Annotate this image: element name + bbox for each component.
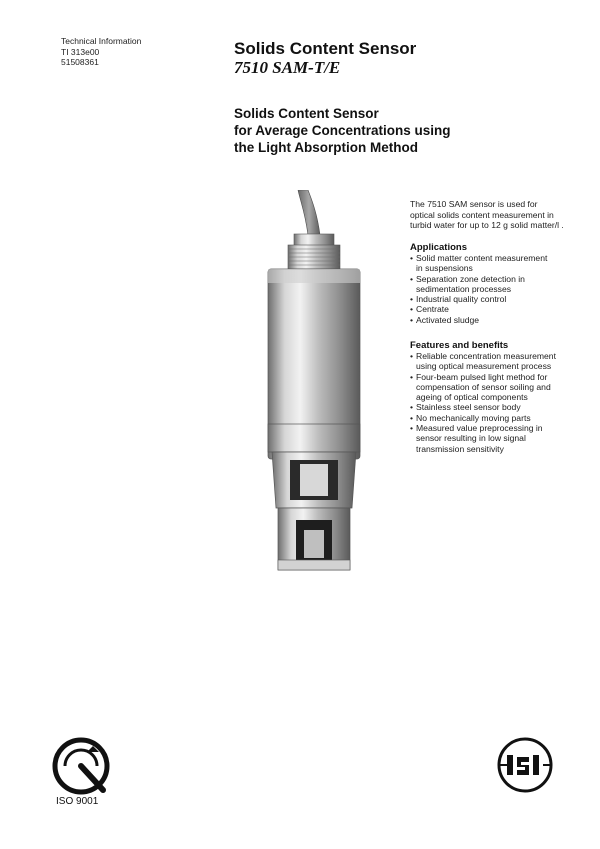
list-item: • Centrate — [410, 304, 595, 314]
subtitle — [234, 105, 451, 156]
subtitle-line: for Average Concentrations using — [234, 123, 451, 138]
applications-section — [410, 242, 595, 325]
title-block — [234, 39, 416, 77]
document-meta — [61, 36, 141, 68]
doc-number: TI 313e00 — [61, 46, 100, 57]
list-item: • Activated sludge — [410, 315, 595, 325]
doc-type: Technical Information — [61, 36, 142, 46]
intro-line: optical solids content measurement in — [410, 209, 554, 220]
list-item: • Four-beam pulsed light method for compensation of sensor soiling and ageing of optical components — [410, 372, 595, 403]
applications-list — [410, 253, 595, 325]
intro-line: The 7510 SAM sensor is used for — [410, 199, 538, 209]
iso-quality-mark-icon — [51, 736, 111, 796]
list-item: • Industrial quality control — [410, 294, 595, 304]
order-number: 51508361 — [61, 57, 99, 67]
sensor-illustration — [250, 190, 380, 580]
section-heading: Applications — [410, 242, 468, 253]
iso-label: ISO 9001 — [56, 796, 99, 807]
subtitle-line: Solids Content Sensor — [234, 106, 379, 121]
section-heading: Features and benefits — [410, 340, 509, 351]
list-item: • Solid matter content measurement in suspensions — [410, 253, 595, 274]
intro-line: turbid water for up to 12 g solid matter/l . — [410, 220, 564, 230]
list-item: • Reliable concentration measurement using optical measurement process — [410, 351, 595, 372]
intro-text — [410, 199, 595, 231]
list-item: • Stainless steel sensor body — [410, 402, 595, 412]
list-item: • Measured value preprocessing in sensor resulting in low signal transmission sensitivity — [410, 423, 595, 454]
features-list — [410, 351, 595, 454]
list-item: • No mechanically moving parts — [410, 413, 595, 423]
company-logo-icon — [495, 735, 555, 795]
features-section — [410, 340, 595, 454]
list-item: • Separation zone detection in sedimentation processes — [410, 274, 595, 295]
page-title: Solids Content Sensor — [234, 39, 417, 58]
model-name: 7510 SAM-T/E — [234, 58, 341, 77]
subtitle-line: the Light Absorption Method — [234, 140, 418, 155]
